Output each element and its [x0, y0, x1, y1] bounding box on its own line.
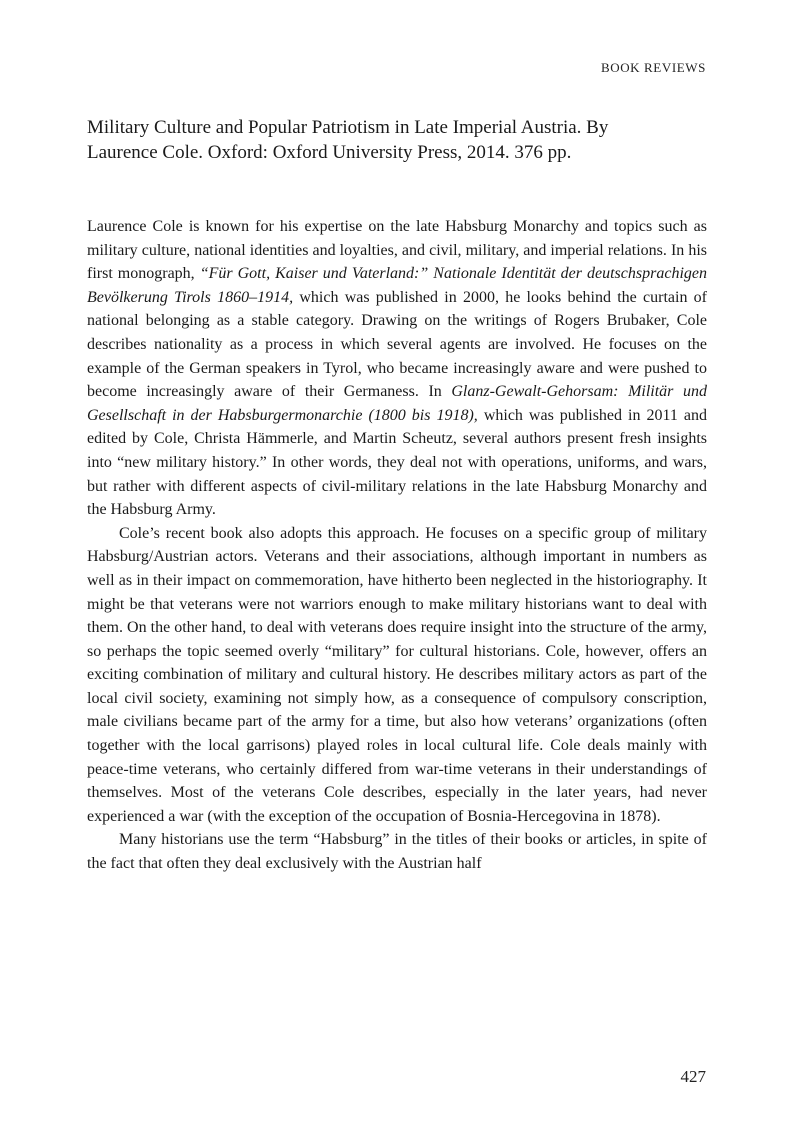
review-heading-line-1: Military Culture and Popular Patriotism in Late Imperial Austria. By — [87, 117, 609, 138]
review-heading-line-2: Laurence Cole. Oxford: Oxford University Press, 2014. 376 pp. — [87, 142, 572, 163]
review-heading — [87, 115, 707, 165]
running-head: BOOK REVIEWS — [600, 60, 706, 75]
paragraph-1 — [87, 215, 707, 522]
paragraph-3: Many historians use the term “Habsburg” in the titles of their books or articles, in spite of the fact that often they deal exclusively with the Austrian half — [87, 831, 707, 873]
page-number: 427 — [680, 1067, 706, 1086]
book-title-italic-2: Glanz-Gewalt-Gehorsam: Militär und Gesellschaft in der Habsburgermonarchie (1800 bis 1918), — [87, 383, 707, 424]
paragraph-2: Cole’s recent book also adopts this approach. He focuses on a specific group of military Habsburg/Austrian actors. Veterans and their associations, although important in numbers as well as in their impact on commemoration, have hitherto been neglected in the historiography. It might be that veterans were not warriors enough to make military historians want to deal with them. On the other hand, to deal with veterans does require insight into the structure of the army, so perhaps the topic seemed overly “military” for cultural historians. Cole, however, offers an exciting combination of military and cultural history. He describes military actors as part of the local civil society, examining not simply how, as a consequence of compulsory conscription, male civilians became part of the army for a time, but also how veterans’ organizations (often together with the local garrisons) played roles in local cultural life. Cole deals mainly with peace-time veterans, who certainly differed from war-time veterans in their understandings of themselves. Most of the veterans Cole describes, especially in the later years, had never experienced a war (with the exception of the occupation of Bosnia-Hercegovina in 1878). — [87, 524, 707, 825]
review-body — [87, 215, 707, 876]
paragraph-1-text-c: which was published in 2011 and edited by Cole, Christa Hämmerle, and Martin Scheutz, several authors present fresh insights into “new military history.” In other words, they deal not with operations, uniforms, and wars, but rather with different aspects of civil-military relations in the late Habsburg Monarchy and the Habsburg Army. — [87, 406, 708, 519]
paragraph-1-text-a: Laurence Cole is known for his expertise on the late Habsburg Monarchy and topics such as military culture, national identities and loyalties, and civil, military, and imperial relations. In his first monograph, — [87, 218, 707, 283]
paragraph-1-text-b: which was published in 2000, he looks behind the curtain of national belonging as a stable category. Drawing on the writings of Rogers Brubaker, Cole describes nationality as a process in which several agents are involved. He focuses on the example of the German speakers in Tyrol, who became increasingly aware and were pushed to become increasingly aware of their Germaness. In — [87, 288, 708, 401]
book-title-italic-1: “Für Gott, Kaiser und Vaterland:” Nationale Identität der deutschsprachigen Bevölkerung Tirols 1860–1914, — [87, 265, 707, 306]
